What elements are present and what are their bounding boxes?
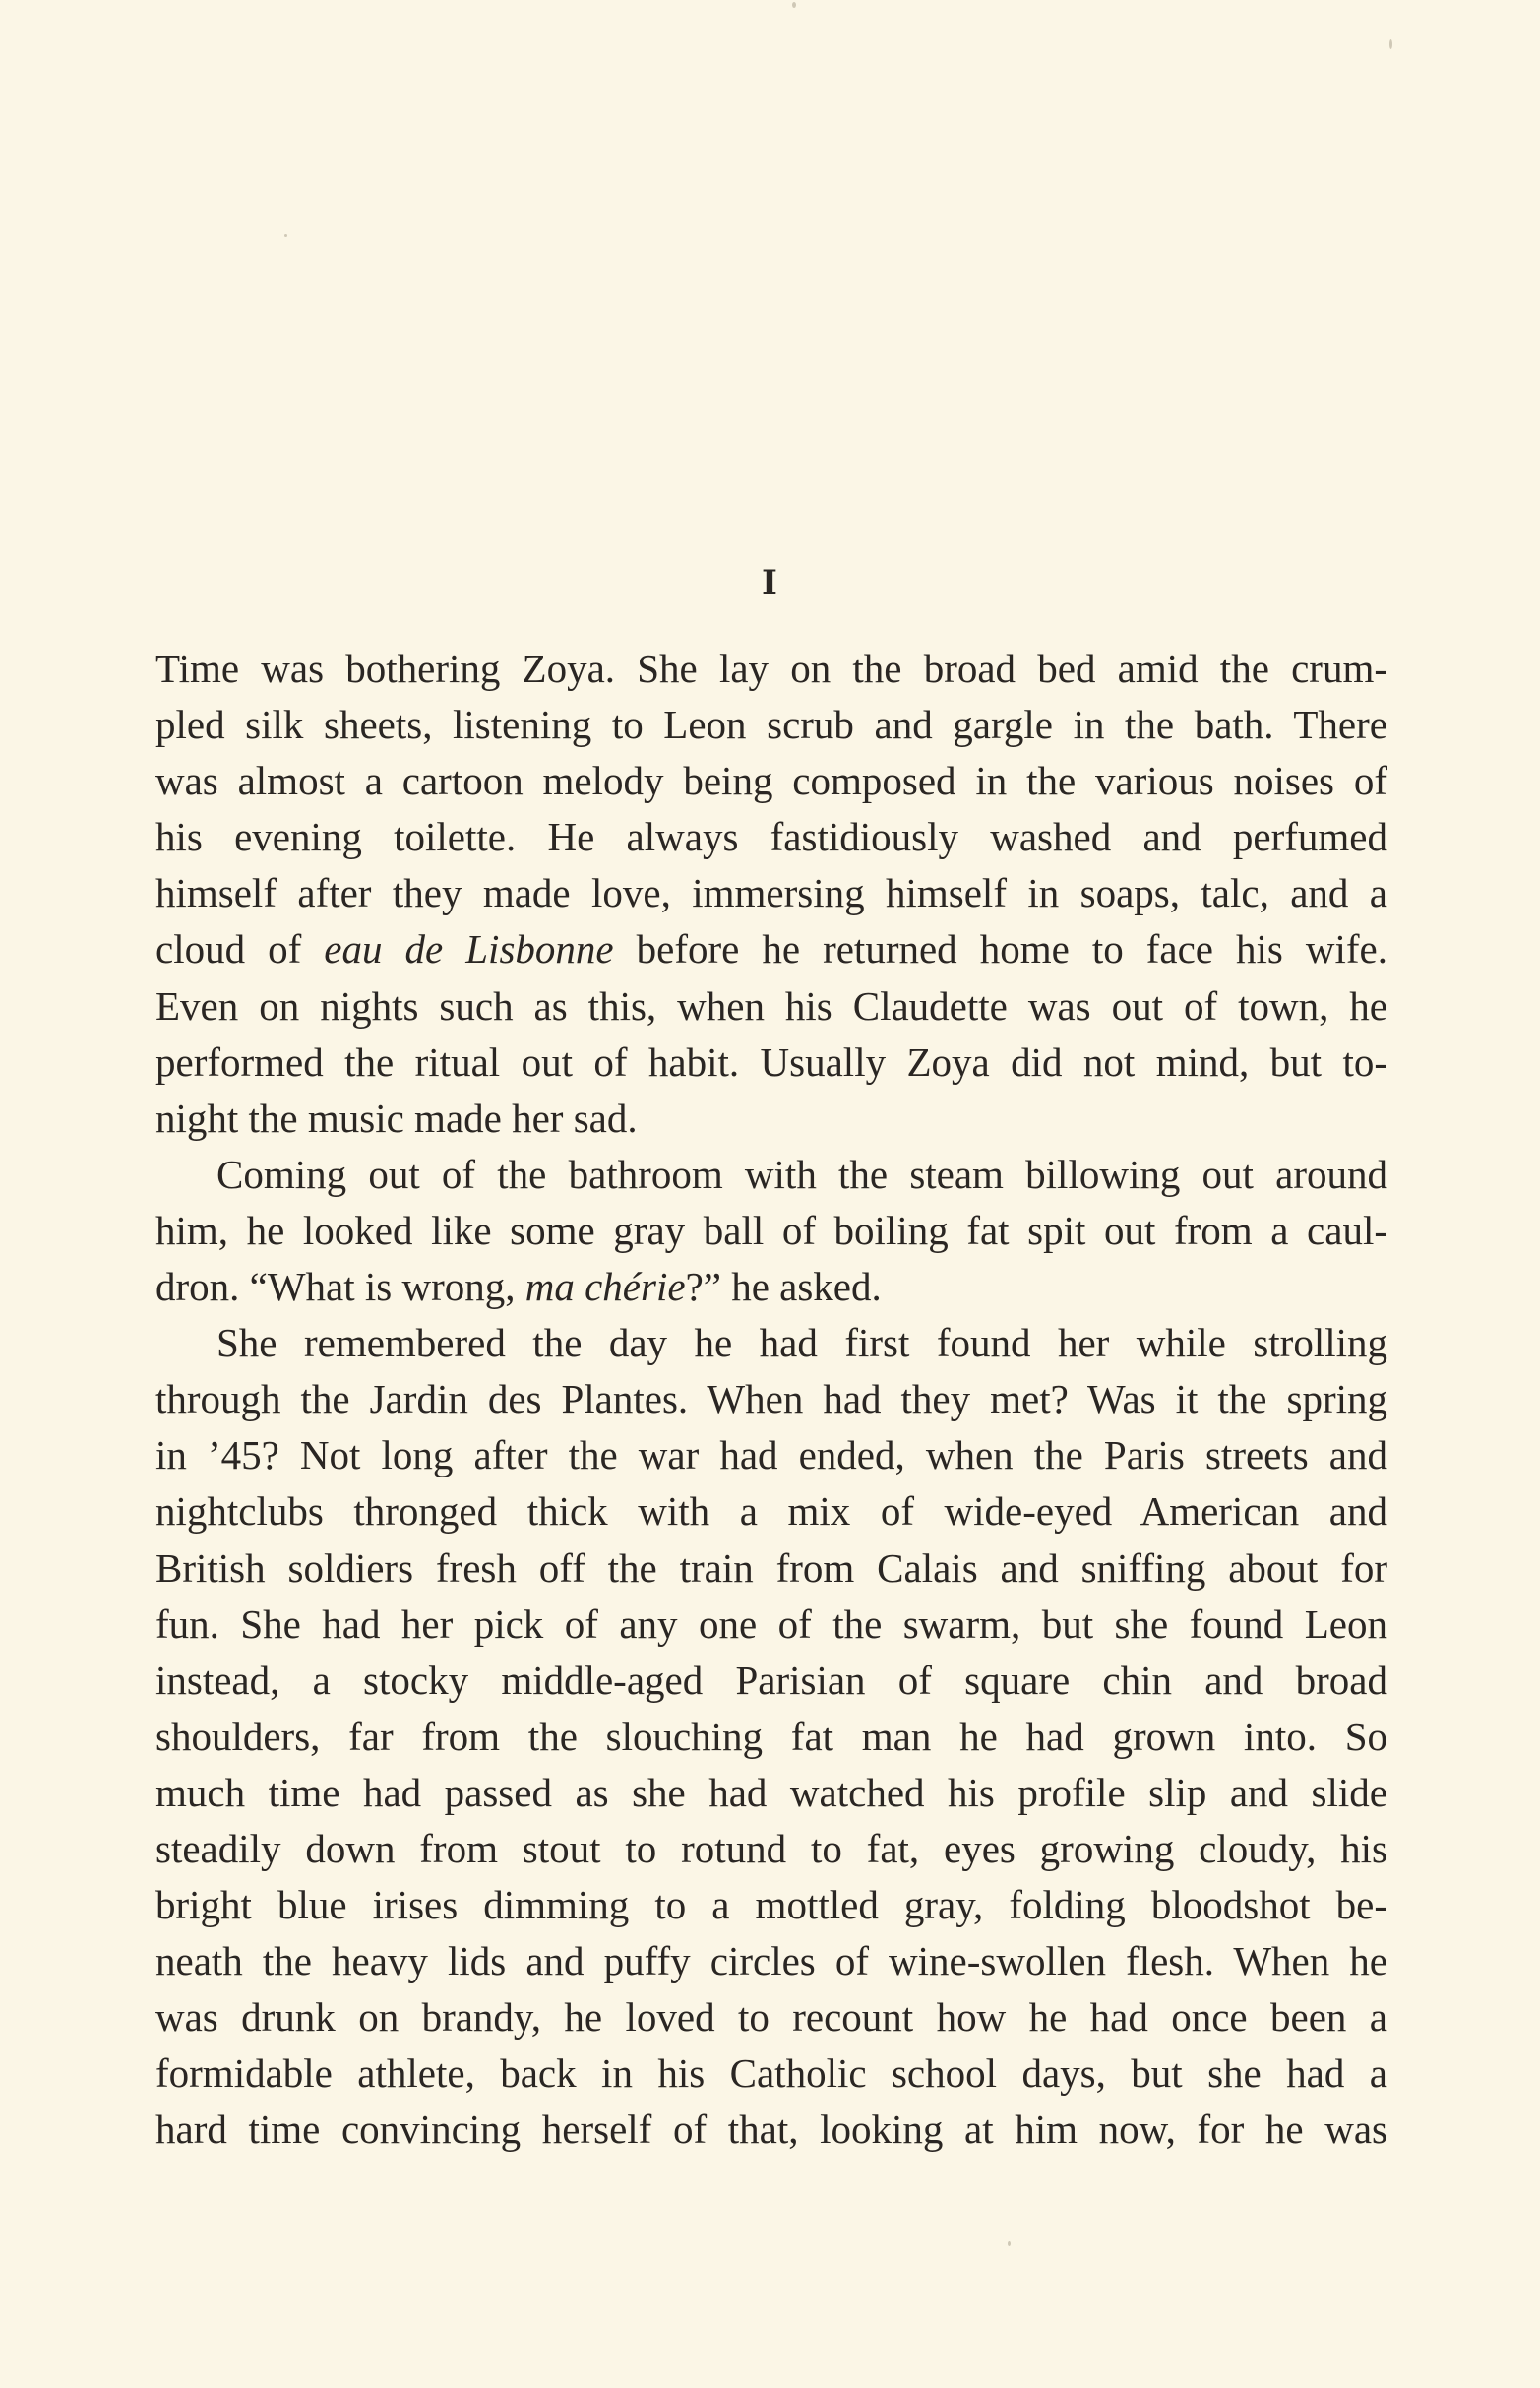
text-segment: nightclubs thronged thick with a mix of wide-eyed American and [155, 1488, 1387, 1535]
text-segment: dron. “What is wrong, [155, 1264, 525, 1310]
body-text [155, 641, 1387, 2159]
text-segment: formidable athlete, back in his Catholic school days, but she had a [155, 2050, 1387, 2097]
text-line [155, 921, 1387, 977]
text-line [155, 1259, 1387, 1315]
text-segment: him, he looked like some gray ball of boiling fat spit out from a caul- [155, 1207, 1387, 1253]
text-segment: She remembered the day he had first found her while strolling [216, 1320, 1387, 1366]
text-line [155, 1483, 1387, 1540]
text-segment: British soldiers fresh off the train from Calais and sniffing about for [155, 1544, 1387, 1591]
text-line [155, 865, 1387, 921]
text-segment: through the Jardin des Plantes. When had they met? Was it the spring [155, 1376, 1387, 1422]
text-segment: pled silk sheets, listening to Leon scrub and gargle in the bath. There [155, 702, 1387, 748]
text-line [155, 1821, 1387, 1877]
text-line [155, 1203, 1387, 1259]
text-line [155, 697, 1387, 753]
text-line [155, 1091, 1387, 1147]
text-line [155, 1371, 1387, 1427]
text-segment: in ’45? Not long after the war had ended, when the Paris streets and [155, 1432, 1387, 1478]
text-segment: steadily down from stout to rotund to fat, eyes growing cloudy, his [155, 1825, 1387, 1871]
text-line [155, 641, 1387, 697]
text-line [155, 753, 1387, 809]
text-segment: night the music made her sad. [155, 1095, 638, 1141]
text-line [155, 2045, 1387, 2102]
text-line [155, 1035, 1387, 1091]
text-line [155, 978, 1387, 1035]
chapter-number: I [762, 563, 778, 602]
paper-speck [1008, 2241, 1011, 2246]
text-segment: shoulders, far from the slouching fat man he had grown into. So [155, 1713, 1387, 1759]
text-segment: cloud of [155, 926, 325, 973]
text-line [155, 1427, 1387, 1483]
text-segment: was almost a cartoon melody being composed in the various noises of [155, 758, 1387, 804]
text-segment: hard time convincing herself of that, looking at him now, for he was [155, 2106, 1387, 2153]
text-line [155, 809, 1387, 865]
text-segment: his evening toilette. He always fastidiously washed and perfumed [155, 814, 1387, 860]
text-segment: bright blue irises dimming to a mottled gray, folding bloodshot be- [155, 1882, 1387, 1928]
text-segment: was drunk on brandy, he loved to recount how he had once been a [155, 1994, 1387, 2041]
paper-speck [284, 234, 287, 237]
paragraph [155, 641, 1387, 1147]
paragraph [155, 1147, 1387, 1315]
text-line [155, 1653, 1387, 1709]
text-segment: ?” he asked. [685, 1264, 882, 1310]
paper-speck [792, 2, 796, 8]
text-segment: much time had passed as she had watched his profile slip and slide [155, 1769, 1387, 1815]
italic-phrase: eau de Lisbonne [324, 926, 614, 973]
text-line [155, 1877, 1387, 1933]
text-line [155, 1765, 1387, 1821]
text-segment: neath the heavy lids and puffy circles of wine-swollen flesh. When he [155, 1938, 1387, 1984]
text-line [155, 1597, 1387, 1653]
text-segment: fun. She had her pick of any one of the swarm, but she found Leon [155, 1601, 1387, 1647]
text-segment: Time was bothering Zoya. She lay on the broad bed amid the crum- [155, 646, 1387, 691]
text-segment: before he returned home to face his wife. [613, 926, 1387, 973]
text-segment: performed the ritual out of habit. Usually Zoya did not mind, but to- [155, 1038, 1387, 1085]
text-line [155, 1315, 1387, 1371]
text-line [155, 1989, 1387, 2045]
paragraph [155, 1315, 1387, 2158]
text-segment: Coming out of the bathroom with the steam billowing out around [216, 1151, 1387, 1197]
text-segment: Even on nights such as this, when his Claudette was out of town, he [155, 982, 1387, 1029]
text-line [155, 1540, 1387, 1597]
text-segment: instead, a stocky middle-aged Parisian of square chin and broad [155, 1657, 1387, 1703]
text-line [155, 1147, 1387, 1203]
text-line [155, 1709, 1387, 1765]
text-line [155, 1933, 1387, 1989]
italic-phrase: ma chérie [524, 1264, 686, 1310]
text-line [155, 2102, 1387, 2158]
paper-speck [1389, 39, 1392, 49]
text-segment: himself after they made love, immersing himself in soaps, talc, and a [155, 870, 1387, 916]
